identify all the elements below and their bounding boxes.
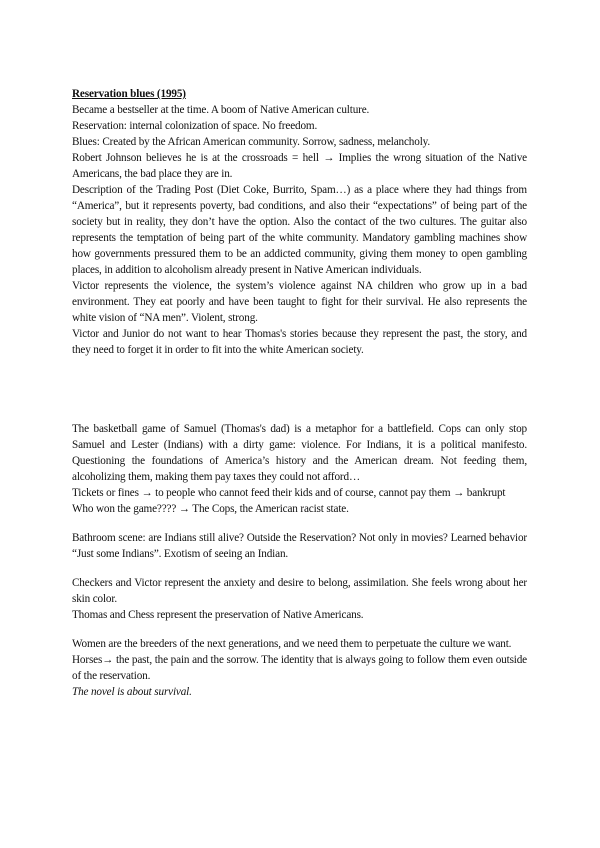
- document-title: Reservation blues (1995): [72, 88, 186, 100]
- paragraph: Who won the game???? → The Cops, the American racist state.: [72, 503, 349, 515]
- section-identity: [72, 636, 527, 700]
- section-bathroom: [72, 530, 527, 562]
- paragraph: Description of the Trading Post (Diet Coke, Burrito, Spam…) as a place where they had things from “America”, but it represents poverty, bad conditions, and also their “expectations” of being part of the society but in reality, they don’t have the option. Also the contact of the two cultures. The guitar also represents the temptation of being part of the white community. Mandatory gambling machines show how governments pressured them to be an addicted community, giving them money to open gambling places, in addition to alcoholism already present in Native American individuals.: [72, 184, 527, 276]
- paragraph: Tickets or fines → to people who cannot feed their kids and of course, cannot pay them → bankrupt: [72, 487, 506, 499]
- section-basketball: [72, 421, 527, 517]
- paragraph: Checkers and Victor represent the anxiety and desire to belong, assimilation. She feels wrong about her skin color.: [72, 577, 527, 605]
- paragraph: Women are the breeders of the next generations, and we need them to perpetuate the culture we want.: [72, 638, 512, 650]
- spacer: [72, 358, 527, 421]
- spacer: [72, 562, 527, 575]
- section-overview: [72, 102, 527, 358]
- paragraph: Blues: Created by the African American community. Sorrow, sadness, melancholy.: [72, 136, 431, 148]
- section-belonging: [72, 575, 527, 623]
- spacer: [72, 623, 527, 636]
- paragraph: Bathroom scene: are Indians still alive? Outside the Reservation? Not only in movies? Learned behavior “Just some Indians”. Exotism of seeing an Indian.: [72, 532, 527, 560]
- paragraph: Victor and Junior do not want to hear Thomas's stories because they represent the past, the story, and they need to forget it in order to fit into the white American society.: [72, 328, 527, 356]
- closing-line: The novel is about survival.: [72, 686, 192, 698]
- paragraph: Thomas and Chess represent the preservation of Native Americans.: [72, 609, 364, 621]
- paragraph: Became a bestseller at the time. A boom of Native American culture.: [72, 104, 370, 116]
- paragraph: Reservation: internal colonization of space. No freedom.: [72, 120, 318, 132]
- spacer: [72, 517, 527, 530]
- paragraph: Victor represents the violence, the system’s violence against NA children who grow up in a bad environment. They eat poorly and have been taught to fight for their survival. He also represents the white vision of “NA men”. Violent, strong.: [72, 280, 527, 324]
- paragraph: The basketball game of Samuel (Thomas's dad) is a metaphor for a battlefield. Cops can only stop Samuel and Lester (Indians) with a dirty game: violence. For Indians, it is a political manifesto. Questioning the foundations of America’s history and the American dream. Not feeding them, alcoholizing them, making them pay taxes they could not afford…: [72, 423, 527, 483]
- paragraph: Horses→ the past, the pain and the sorrow. The identity that is always going to follow them even outside of the reservation.: [72, 654, 527, 682]
- paragraph: Robert Johnson believes he is at the crossroads = hell → Implies the wrong situation of the Native Americans, the bad place they are in.: [72, 152, 527, 180]
- document-page: [72, 86, 527, 700]
